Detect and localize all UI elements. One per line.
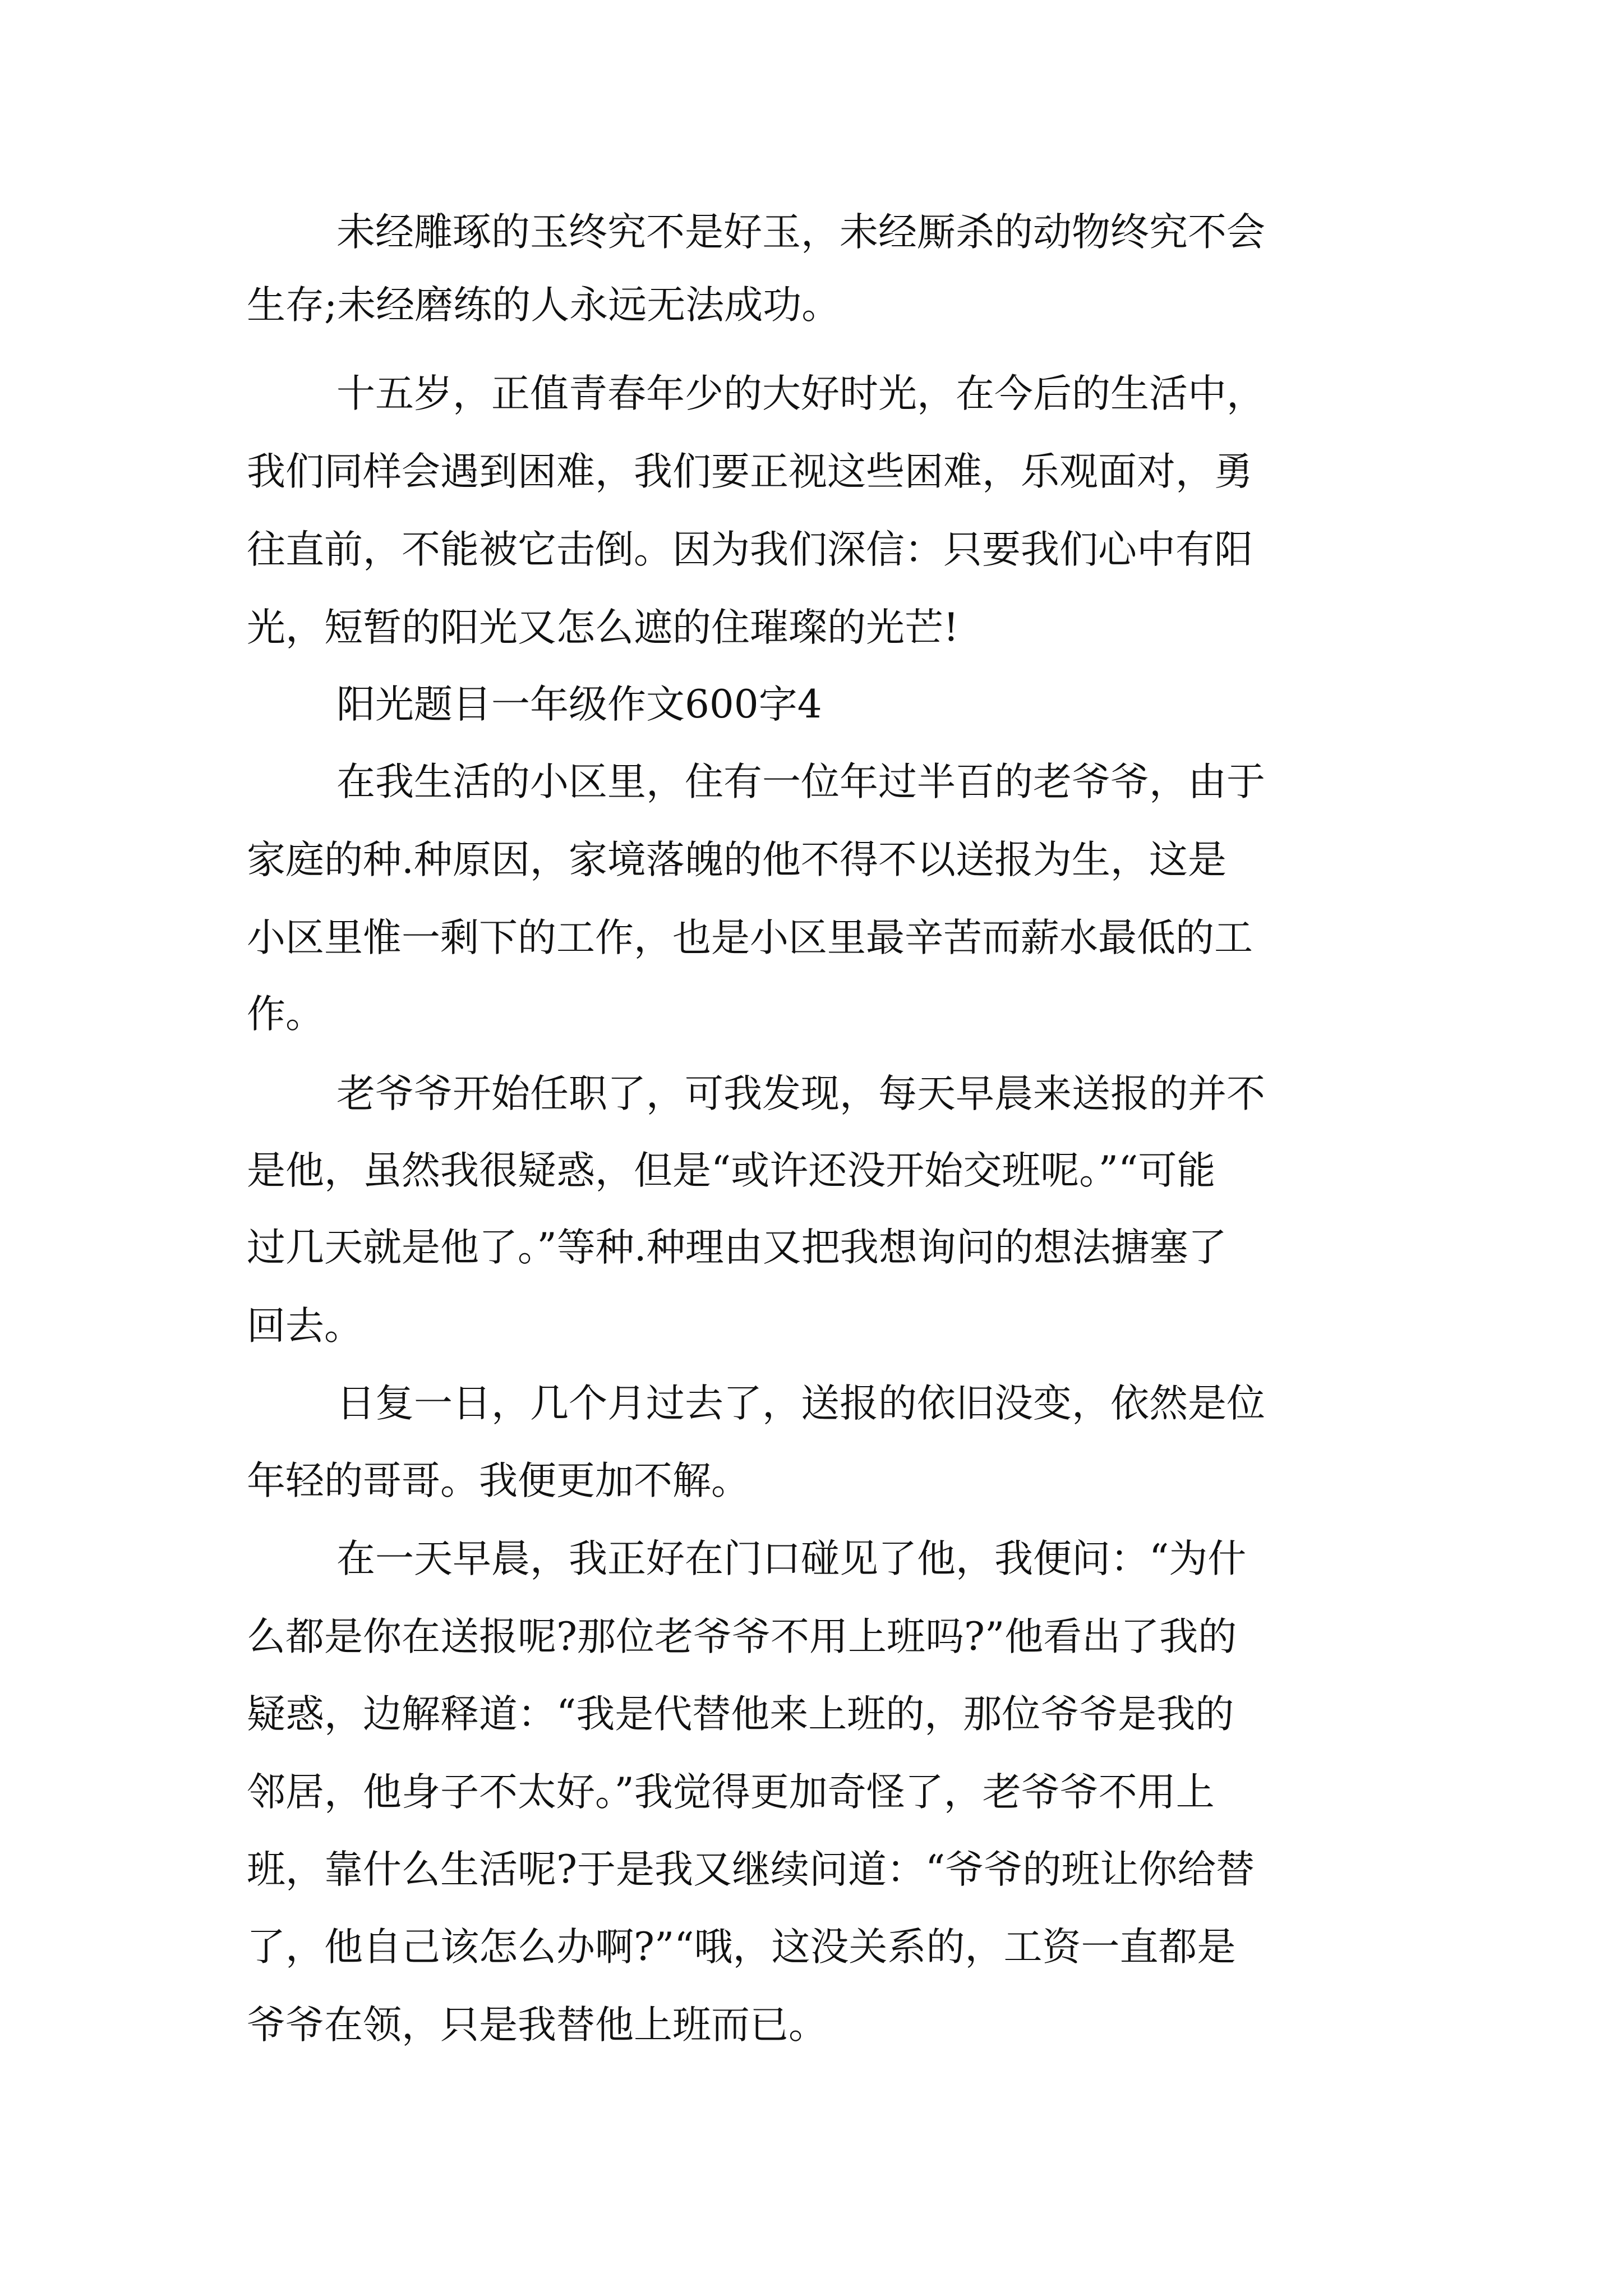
text-line: 了，他自己该怎么办啊?”“哦，这没关系的，工资一直都是 — [247, 1925, 1236, 1970]
text-line: 邻居，他身子不太好。”我觉得更加奇怪了，老爷爷不用上 — [247, 1770, 1215, 1815]
text-line: 我们同样会遇到困难，我们要正视这些困难，乐观面对，勇 — [247, 449, 1253, 494]
text-line: 在一天早晨，我正好在门口碰见了他，我便问：“为什 — [336, 1536, 1247, 1581]
text-line: 作。 — [247, 992, 324, 1037]
section-heading: 阳光题目一年级作文600字4 — [336, 682, 822, 727]
text-line: 生存;未经磨练的人永远无法成功。 — [247, 283, 841, 328]
text-line: 过几天就是他了。”等种.种理由又把我想询问的想法搪塞了 — [247, 1225, 1227, 1270]
text-line: 么都是你在送报呢?那位老爷爷不用上班吗?”他看出了我的 — [247, 1614, 1237, 1659]
text-line: 在我生活的小区里，住有一位年过半百的老爷爷，由于 — [336, 760, 1265, 804]
text-line: 小区里惟一剩下的工作，也是小区里最辛苦而薪水最低的工 — [247, 915, 1253, 960]
text-line: 是他，虽然我很疑惑，但是“或许还没开始交班呢。”“可能 — [247, 1148, 1216, 1193]
text-line: 家庭的种.种原因，家境落魄的他不得不以送报为生，这是 — [247, 838, 1227, 882]
text-line: 班，靠什么生活呢?于是我又继续问道：“爷爷的班让你给替 — [247, 1847, 1255, 1892]
text-line: 光，短暂的阳光又怎么遮的住璀璨的光芒! — [247, 605, 959, 650]
text-line: 往直前，不能被它击倒。因为我们深信：只要我们心中有阳 — [247, 527, 1253, 572]
text-line: 疑惑，边解释道：“我是代替他来上班的，那位爷爷是我的 — [247, 1692, 1234, 1737]
text-line: 十五岁，正值青春年少的大好时光，在今后的生活中， — [336, 371, 1265, 416]
text-line: 老爷爷开始任职了，可我发现，每天早晨来送报的并不 — [336, 1071, 1265, 1116]
text-line: 日复一日，几个月过去了，送报的依旧没变，依然是位 — [336, 1381, 1265, 1426]
text-line: 回去。 — [247, 1304, 363, 1349]
text-line: 未经雕琢的玉终究不是好玉，未经厮杀的动物终究不会 — [336, 210, 1265, 255]
text-line: 年轻的哥哥。我便更加不解。 — [247, 1458, 750, 1503]
text-line: 爷爷在领，只是我替他上班而已。 — [247, 2003, 827, 2047]
